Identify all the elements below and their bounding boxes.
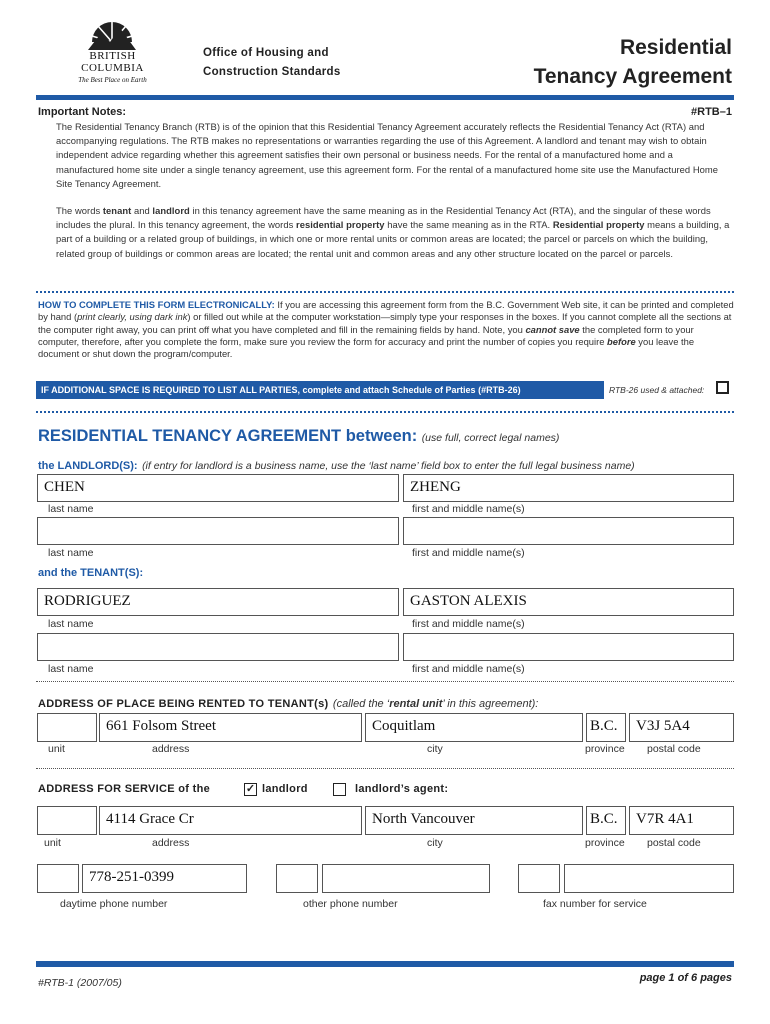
service-postal-field[interactable]: V7R 4A1 xyxy=(629,806,734,835)
p2-text-b: in this tenancy agreement have the same meaning as in the Residential Tenancy Act (RTA), and the singular of these words includes the plural. In this tenancy agreement, the words xyxy=(56,205,711,231)
rental-province-field[interactable]: B.C. xyxy=(586,713,626,742)
howto-t4: you leave the document or shut down the program/computer. xyxy=(38,335,695,360)
additional-space-banner: IF ADDITIONAL SPACE IS REQUIRED TO LIST ALL PARTIES, complete and attach Schedule of Parties (#RTB-26) xyxy=(36,381,604,399)
rental-note-a: (called the ‘ xyxy=(332,698,390,710)
agreement-heading-text: RESIDENTIAL TENANCY AGREEMENT between: xyxy=(38,427,418,445)
howto-t2: ) or filled out while at the computer workstation—simply type your responses in the boxes. If you cannot complete all the sections at the computer right away, you can print off what you have completed and fill in the remaining fields by hand. Note, you xyxy=(38,311,732,335)
p2-residential-property: residential property xyxy=(296,219,385,231)
p2-residential-property-2: Residential property xyxy=(552,219,645,231)
daytime-phone-caption: daytime phone number xyxy=(60,898,168,910)
fax-field[interactable] xyxy=(564,864,734,893)
howto-before: before xyxy=(607,335,636,347)
other-phone-caption: other phone number xyxy=(303,898,398,910)
other-phone-field[interactable] xyxy=(322,864,490,893)
p2-text-a: The words xyxy=(56,205,103,216)
logo-line-1: BRITISH xyxy=(89,50,136,62)
fax-prefix-field[interactable] xyxy=(518,864,560,893)
tenant-2-first-caption: first and middle name(s) xyxy=(412,663,525,675)
other-phone-prefix-field[interactable] xyxy=(276,864,318,893)
service-agent-option: landlord’s agent: xyxy=(355,783,449,795)
form-number: #RTB–1 xyxy=(691,106,732,118)
landlords-note: (if entry for landlord is a business name, use the ‘last name’ field box to enter the full legal business name) xyxy=(142,460,635,472)
howto-t3: the completed form to your computer, therefore, after you complete the form, make sure you review the form for accuracy and print the number of copies you require xyxy=(38,323,694,347)
service-unit-field[interactable] xyxy=(37,806,97,835)
service-city-field[interactable]: North Vancouver xyxy=(365,806,583,835)
rental-address-caption: address xyxy=(152,743,190,755)
rental-unit-field[interactable] xyxy=(37,713,97,742)
form-title-line-2: Tenancy Agreement xyxy=(533,65,732,88)
rental-address-label-row xyxy=(38,694,538,712)
rental-unit-caption: unit xyxy=(48,743,65,755)
rtb26-attached-label: RTB-26 used & attached: xyxy=(609,385,705,395)
rental-postal-field[interactable]: V3J 5A4 xyxy=(629,713,734,742)
landlord-1-first-name-field[interactable]: ZHENG xyxy=(403,474,734,502)
service-unit-caption: unit xyxy=(44,837,61,849)
landlord-2-first-caption: first and middle name(s) xyxy=(412,547,525,559)
service-agent-checkbox[interactable] xyxy=(333,783,346,796)
howto-cannot-save: cannot save xyxy=(525,323,580,335)
landlords-label-row xyxy=(38,456,635,474)
service-city-caption: city xyxy=(427,837,443,849)
landlord-2-first-name-field[interactable] xyxy=(403,517,734,545)
daytime-phone-prefix-field[interactable] xyxy=(37,864,79,893)
landlord-2-last-name-field[interactable] xyxy=(37,517,399,545)
notes-paragraph-2 xyxy=(56,204,732,261)
service-postal-caption: postal code xyxy=(647,837,701,849)
divider-dotted-4 xyxy=(36,768,734,769)
rental-address-field[interactable]: 661 Folsom Street xyxy=(99,713,362,742)
rental-province-caption: province xyxy=(585,743,625,755)
landlord-1-first-caption: first and middle name(s) xyxy=(412,503,525,515)
logo-line-2: COLUMBIA xyxy=(81,62,144,74)
office-line-2: Construction Standards xyxy=(203,66,341,78)
service-province-field[interactable]: B.C. xyxy=(586,806,626,835)
divider-dotted-3 xyxy=(36,681,734,682)
tenant-2-last-caption: last name xyxy=(48,663,94,675)
office-line-1: Office of Housing and xyxy=(203,47,329,59)
tenant-2-last-name-field[interactable] xyxy=(37,633,399,661)
footer-form-number: #RTB-1 (2007/05) xyxy=(38,977,122,989)
rental-city-caption: city xyxy=(427,743,443,755)
tenant-1-last-caption: last name xyxy=(48,618,94,630)
rental-note-b: rental unit xyxy=(389,698,443,710)
footer-rule xyxy=(36,961,734,967)
form-title-line-1: Residential xyxy=(619,36,732,59)
howto-t1: If you are accessing this agreement form from the B.C. Government Web site, it can be printed and completed by hand ( xyxy=(38,299,734,323)
important-notes-heading: Important Notes: xyxy=(38,106,126,118)
service-province-caption: province xyxy=(585,837,625,849)
tenants-label: and the TENANT(S): xyxy=(38,567,144,579)
service-address-label: ADDRESS FOR SERVICE of the xyxy=(38,783,211,795)
landlords-label: the LANDLORD(S): xyxy=(38,460,138,472)
notes-paragraph-1: The Residential Tenancy Branch (RTB) is of the opinion that this Residential Tenancy Agreement accurately reflects the Residential Tenancy Act (RTA) and accompanying regulations. The RTB makes no representations or warranties regarding the use of this Agreement. A landlord and tenant may wish to obtain independent advice regarding whether this agreement satisfies their own personal or business needs. For the rental of a manufactured home and a manufactured home site under a single tenancy agreement, use this agreement form. For the rental of a manufactured home site use the Manufactured Home Site Tenancy Agreement. xyxy=(56,121,719,189)
rental-note-c: ’ in this agreement): xyxy=(442,698,539,710)
tenant-2-first-name-field[interactable] xyxy=(403,633,734,661)
p2-text-d: means a building, a part of a building or a related group of buildings, in which one or more rental units or common areas are located; the parcel or parcels on which the building, related group of buildings or common areas are located; the rental unit and common areas and any other structure located on the parcel or parcels. xyxy=(56,219,730,259)
sun-mountain-emblem xyxy=(82,16,142,50)
howto-heading: HOW TO COMPLETE THIS FORM ELECTRONICALLY: xyxy=(38,299,275,310)
rtb26-attached-checkbox[interactable] xyxy=(716,381,729,394)
agreement-heading-note: (use full, correct legal names) xyxy=(421,432,560,444)
service-address-field[interactable]: 4114 Grace Cr xyxy=(99,806,362,835)
divider-dotted-2 xyxy=(36,411,734,413)
rental-city-field[interactable]: Coquitlam xyxy=(365,713,583,742)
divider-dotted-1 xyxy=(36,291,734,293)
rental-address-label: ADDRESS OF PLACE BEING RENTED TO TENANT(s) xyxy=(38,698,329,710)
p2-tenant: tenant xyxy=(102,205,132,216)
footer-page-number: page 1 of 6 pages xyxy=(639,972,732,984)
landlord-1-last-name-field[interactable]: CHEN xyxy=(37,474,399,502)
howto-paragraph xyxy=(38,299,734,360)
p2-text-c: have the same meaning as in the RTA. xyxy=(384,219,553,231)
howto-t1-italic: print clearly, using dark ink xyxy=(77,311,188,323)
service-address-caption: address xyxy=(152,837,190,849)
rental-postal-caption: postal code xyxy=(647,743,701,755)
bc-logo xyxy=(60,14,165,94)
fax-caption: fax number for service xyxy=(543,898,647,910)
p2-landlord: landlord xyxy=(152,205,190,216)
service-landlord-option: landlord xyxy=(262,783,308,795)
landlord-2-last-caption: last name xyxy=(48,547,94,559)
p2-and: and xyxy=(131,205,153,216)
service-landlord-checkbox[interactable]: ✓ xyxy=(245,783,256,795)
tenant-1-first-caption: first and middle name(s) xyxy=(412,618,525,630)
agreement-heading xyxy=(38,427,559,446)
header-rule xyxy=(36,95,734,100)
daytime-phone-field[interactable]: 778-251-0399 xyxy=(82,864,247,893)
landlord-1-last-caption: last name xyxy=(48,503,94,515)
logo-tagline: The Best Place on Earth xyxy=(78,76,147,84)
tenant-1-first-name-field[interactable]: GASTON ALEXIS xyxy=(403,588,734,616)
tenant-1-last-name-field[interactable]: RODRIGUEZ xyxy=(37,588,399,616)
